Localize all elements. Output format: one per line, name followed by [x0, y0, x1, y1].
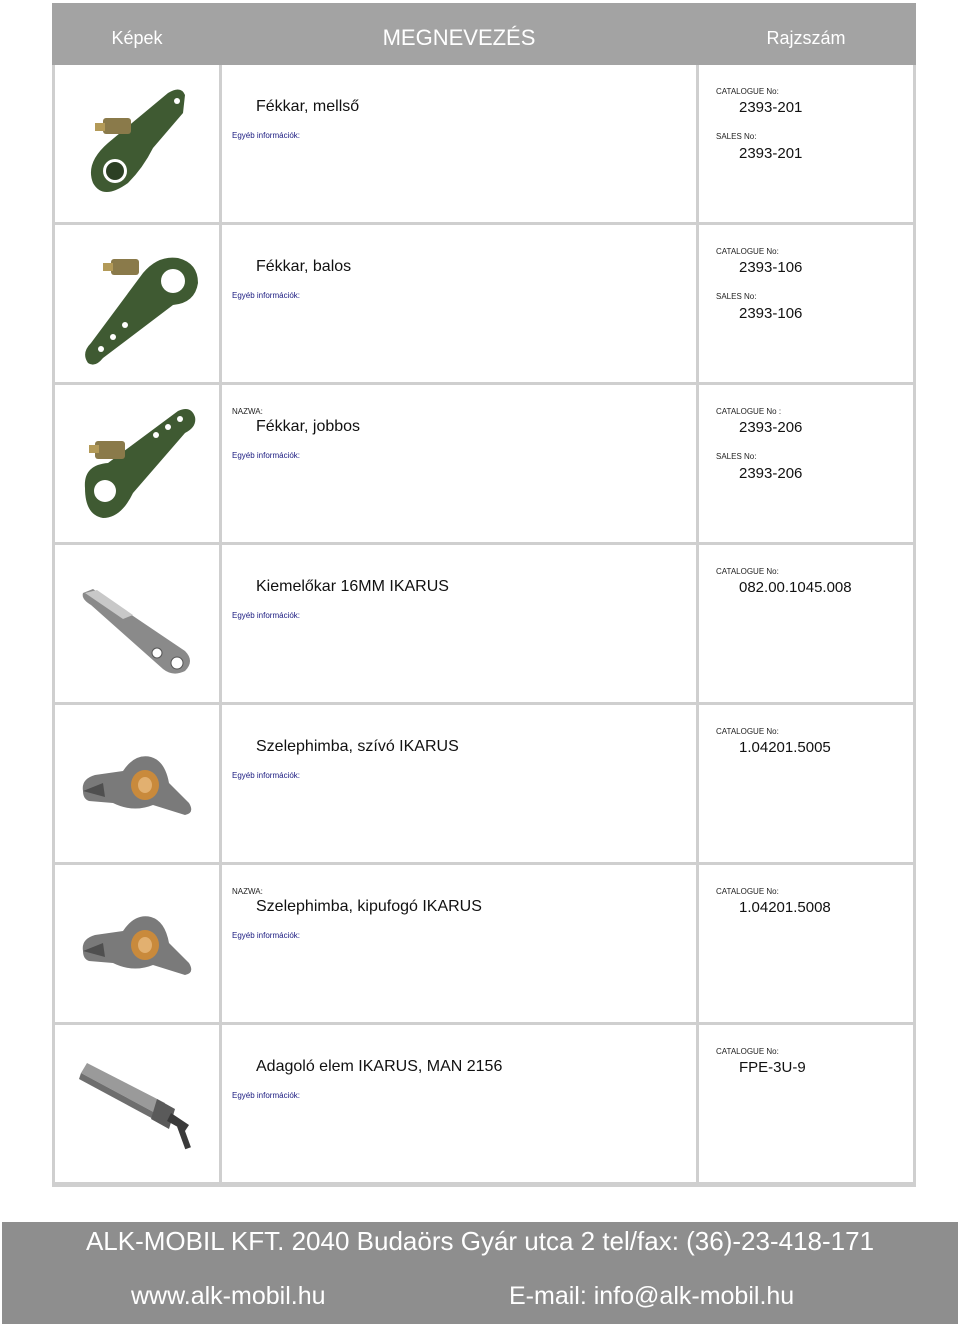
part-name-cell	[222, 705, 696, 862]
part-image-cell	[55, 705, 219, 862]
table-row	[52, 865, 916, 1025]
injection-element-image	[73, 1033, 203, 1173]
header-name: MEGNEVEZÉS	[382, 25, 536, 50]
part-name: Szelephimba, kipufogó IKARUS	[256, 898, 482, 915]
part-name-cell	[222, 545, 696, 702]
catalogue-label: CATALOGUE No:	[716, 567, 779, 576]
catalogue-number: 1.04201.5005	[739, 739, 831, 756]
catalogue-label: CATALOGUE No:	[716, 247, 779, 256]
company-address: ALK-MOBIL KFT. 2040 Budaörs Gyár utca 2 tel/fax: (36)-23-418-171	[85, 1226, 875, 1256]
part-name: Kiemelőkar 16MM IKARUS	[256, 578, 449, 595]
sales-label: SALES No:	[716, 292, 757, 301]
catalogue-number: 2393-201	[739, 99, 803, 116]
part-image-cell	[55, 545, 219, 702]
extra-info-label: Egyéb információk:	[232, 451, 301, 460]
extra-info-label: Egyéb információk:	[232, 1091, 301, 1100]
sales-number: 2393-206	[739, 465, 803, 482]
table-row	[52, 545, 916, 705]
catalogue-number: 2393-206	[739, 419, 803, 436]
part-code-cell	[699, 705, 913, 862]
part-code-cell	[699, 865, 913, 1022]
lift-lever-image	[73, 553, 203, 693]
extra-info-label: Egyéb információk:	[232, 931, 301, 940]
catalogue-label: CATALOGUE No:	[716, 1047, 779, 1056]
part-image-cell	[55, 865, 219, 1022]
table-row	[52, 225, 916, 385]
email-link[interactable]: E-mail: info@alk-mobil.hu	[509, 1282, 795, 1310]
sales-number: 2393-106	[739, 305, 803, 322]
header-images: Képek	[111, 28, 163, 48]
part-code-cell	[699, 225, 913, 382]
catalogue-number: 1.04201.5008	[739, 899, 831, 916]
header-drawing-number: Rajzszám	[766, 28, 846, 48]
part-code-cell	[699, 545, 913, 702]
extra-info-label: Egyéb információk:	[232, 611, 301, 620]
table-row	[52, 1025, 916, 1185]
slack-adjuster-front-image	[73, 73, 203, 213]
table-header	[52, 3, 916, 65]
part-image-cell	[55, 225, 219, 382]
catalogue-number: FPE-3U-9	[739, 1059, 806, 1076]
part-name: Fékkar, jobbos	[256, 418, 361, 435]
part-image-cell	[55, 385, 219, 542]
part-image-cell	[55, 1025, 219, 1182]
name-label: NAZWA:	[232, 407, 263, 416]
extra-info-label: Egyéb információk:	[232, 291, 301, 300]
catalogue-number: 082.00.1045.008	[739, 579, 852, 596]
parts-table	[52, 65, 916, 1187]
company-footer	[2, 1222, 958, 1324]
name-label: NAZWA:	[232, 887, 263, 896]
part-name-cell	[222, 865, 696, 1022]
part-code-cell	[699, 385, 913, 542]
rocker-arm-exhaust-image	[73, 873, 203, 1013]
part-name-cell	[222, 1025, 696, 1182]
part-code-cell	[699, 1025, 913, 1182]
catalogue-label: CATALOGUE No:	[716, 87, 779, 96]
part-name: Adagoló elem IKARUS, MAN 2156	[256, 1058, 503, 1075]
table-row	[52, 705, 916, 865]
slack-adjuster-right-image	[73, 393, 203, 533]
part-name-cell	[222, 65, 696, 222]
catalogue-label: CATALOGUE No:	[716, 727, 779, 736]
part-name: Fékkar, mellső	[256, 98, 360, 115]
sales-label: SALES No:	[716, 452, 757, 461]
part-name-cell	[222, 385, 696, 542]
catalogue-label: CATALOGUE No :	[716, 407, 782, 416]
sales-number: 2393-201	[739, 145, 803, 162]
catalogue-label: CATALOGUE No:	[716, 887, 779, 896]
part-image-cell	[55, 65, 219, 222]
rocker-arm-intake-image	[73, 713, 203, 853]
table-row	[52, 385, 916, 545]
part-name-cell	[222, 225, 696, 382]
table-row	[52, 65, 916, 225]
website-link[interactable]: www.alk-mobil.hu	[131, 1282, 326, 1310]
extra-info-label: Egyéb információk:	[232, 131, 301, 140]
part-name: Szelephimba, szívó IKARUS	[256, 738, 459, 755]
part-name: Fékkar, balos	[256, 258, 352, 275]
extra-info-label: Egyéb információk:	[232, 771, 301, 780]
slack-adjuster-left-image	[73, 233, 203, 373]
part-code-cell	[699, 65, 913, 222]
sales-label: SALES No:	[716, 132, 757, 141]
catalogue-number: 2393-106	[739, 259, 803, 276]
